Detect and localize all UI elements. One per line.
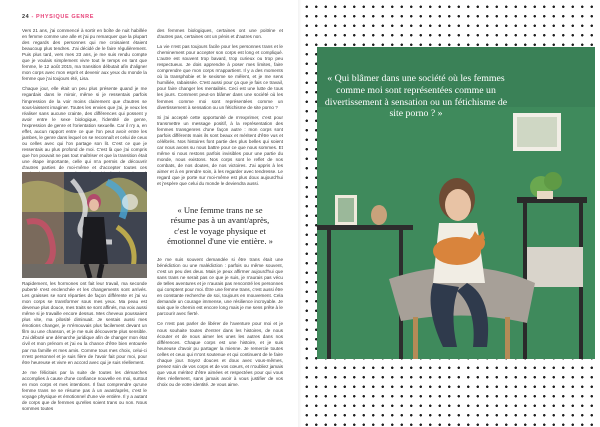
text-column-left xyxy=(22,28,147,187)
text-column-right-continued xyxy=(157,257,283,392)
pull-quote-left: « Une femme trans ne se résume pas à un avant/après, c'est le voyage physique et émotionnel d'une vie entière. » xyxy=(167,205,273,247)
running-head xyxy=(22,14,94,20)
body-paragraph: Chaque jour, elle était un peu plus présente quand je me regardais dans le miroir, même si je ressentais parfois l'impression de la voir moins clairement que d'autres se sous-laissent imaginer. Toutes les envies que j'ai, je veux les réaliser sans aucune crainte, des différences qui possent y avoir entre le sexe biologique, l'identité de genre, l'expression de genre et l'orientation sexuelle. Car il n'y a, en effet, aucun rapport entre ce que l'on peut avoir entre les jambes, le genre dans lequel on se reconnaît et celui de ceux ou celles avec qui l'on partage son lit. C'est ce que je ressentais au plus profond de moi. C'est là que j'ai compris que l'on pouvait ne pas tout maîtriser et que la transition était une étape importante, celle qui m'a permis de découvrir d'autres parties de moi-même et d'accepter toutes ces xyxy=(22,86,147,171)
text-column-left-continued xyxy=(22,281,147,416)
woman-at-graffiti-wall-image xyxy=(22,172,147,278)
body-paragraph: des femmes biologiques, certaines ont une poitrine et d'autres pas, certaines ont un pénis et d'autres non. xyxy=(157,28,283,40)
pull-quote-right: « Qui blâmer dans une société où les femmes comme moi sont représentées comme un divertissement à sensation ou un fétichisme de site porno ? » xyxy=(324,73,508,120)
page-number: 24 xyxy=(22,14,30,20)
running-head-separator: - xyxy=(31,14,34,20)
body-paragraph: Je me félicitais par la suite de toutes les démarches accomplies à cause d'une confiance nouvelle en moi, surtout en mon corps et mes intentions. Il faut comprendre qu'une femme trans ne se résume pas à un avant/après, c'est le voyage physique et émotionnel d'une vie entière. Il y a autant de corps que de femmes qu'elles soient trans ou non. Nous sommes toutes xyxy=(22,369,147,411)
text-column-right xyxy=(157,28,283,191)
body-paragraph: Si j'ai accepté cette opportunité de m'exprimer, c'est pour transmettre un message positif, à la représentation des femmes transgenres d'une façon autre : mon corps sont parfois différents mais ils sont beaux et méritent d'être vus et célébrés. Nos histoires font partie des plus belles qui soient car nous avons su nous battre pour ce que nous sommes. Et même si nous restons parfois invisibles pour une partie du monde, nous existons. Nos corps sont le reflet de nos combats, de nos doutes, de nos victoires. J'ai appris à les aimer et à en prendre soin, à les regarder avec tendresse. Le regard que je porte sur moi-même est plus doux aujourd'hui et j'espère que celui du monde le deviendra aussi. xyxy=(157,114,283,187)
page-gutter xyxy=(298,0,302,427)
body-paragraph: Ce n'est pas parler de libérer de l'aventure pour moi et je nous souhaite toutes d'entrer dans les histoires, de nous écouter et de nous aimer les unes les autres dans nos différences. Chaque corps est une histoire, et je suis heureuse d'avoir pu partager la mienne. Je remercie toutes celles et ceux qui m'ont soutenue et qui continuent de le faire chaque jour. Soyez douces et doux avec vous-mêmes, prenez soin de vos corps et de vos cœurs, et n'oubliez jamais que vous méritez d'être aimées et respectées pour qui vous êtes réellement, sans jamais avoir à vous justifier de vos choix ou de votre identité. Je vous aime. xyxy=(157,321,283,387)
body-paragraph: Vers 21 ans, j'ai commencé à sortir en boîte de nuit habillée en femme comme une alle et j'ai pu remarquer que la plupart des regards des personnes qui me croisaient étaient beaucoup plus tendres. J'ai décidé de le faire régulièrement. Puis plus tard, vers mes 23 ans, je me suis rendu compte que je voulais simplement vivre tout le temps en tant que femme, le 12 août 2015, ma transition débutait afin d'aligner mon corps avec mon esprit et devenir aux yeux du monde la femme que j'ai toujours été, Lisa. xyxy=(22,28,147,82)
body-paragraph: La vie n'est pas toujours facile pour les personnes trans et le cheminement pour accepter son corps est long et compliqué. L'autre est souvent trop bavard, trop curieux ou trop peu respectueux. Je dois apprendre à poser mes limites, faire comprendre que mon corps m'appartient. Il y a des moments où la transphobie et le sexisme se mêlent, et je me sens humiliée, rabaissée. C'est aussi pour ça que je fais ce travail, pour faire changer les mentalités. Ceci est une lutte de tous les jours. Comment peut-on blâmer dans une société où les femmes comme moi sont représentées comme un divertissement à sensation ou un fétichisme de site porno ? xyxy=(157,44,283,110)
body-paragraph: Je me suis souvent demandée si être trans était une bénédiction ou une malédiction : parfois ou même souvent, c'est un peu des deux. Mais je peux affirmer aujourd'hui que sans trans ne serait pas ce que je suis, je n'aurais pas vécu de telles aventures et je n'aurais pas rencontré les personnes qui comptent pour moi. Être une femme trans, c'est aussi être en constante recherche de soi, toujours en mouvement. Cela demande un courage immense, une résilience incroyable. Je sais que le chemin est encore long mais je me sens prête à le parcourir avec fierté. xyxy=(157,257,283,317)
body-paragraph: Rapidement, les hormones ont fait leur travail, ma seconde puberté s'est enclenchée et les changements sont arrivés. Les graisses se sont réparties de façon différente et j'ai vu mon corps se transformer sous mes yeux. Ma peau est devenue plus douce, mes traits se sont affinés, ma voix aussi même si je travaille encore dessus. Mes cheveux poussaient plus vite, ma pilosité diminuait. Je sentais aussi mes émotions changer, je m'émouvais plus facilement devant un film ou une chanson, et je me suis découverte plus sensible. J'ai débuté une démarche juridique afin de changer mon état civil et mon prénom et j'ai eu la chance d'être bien entourée par ma famille et mes amis. Comme tous mes choix, celui-ci m'est personnel et je suis fière de l'avoir fait pour moi, pour être heureuse et vivre en accord avec qui je suis réellement. xyxy=(22,281,147,365)
photo-graffiti-portrait xyxy=(22,172,147,278)
section-title: PHYSIQUE GENRE xyxy=(36,14,94,20)
